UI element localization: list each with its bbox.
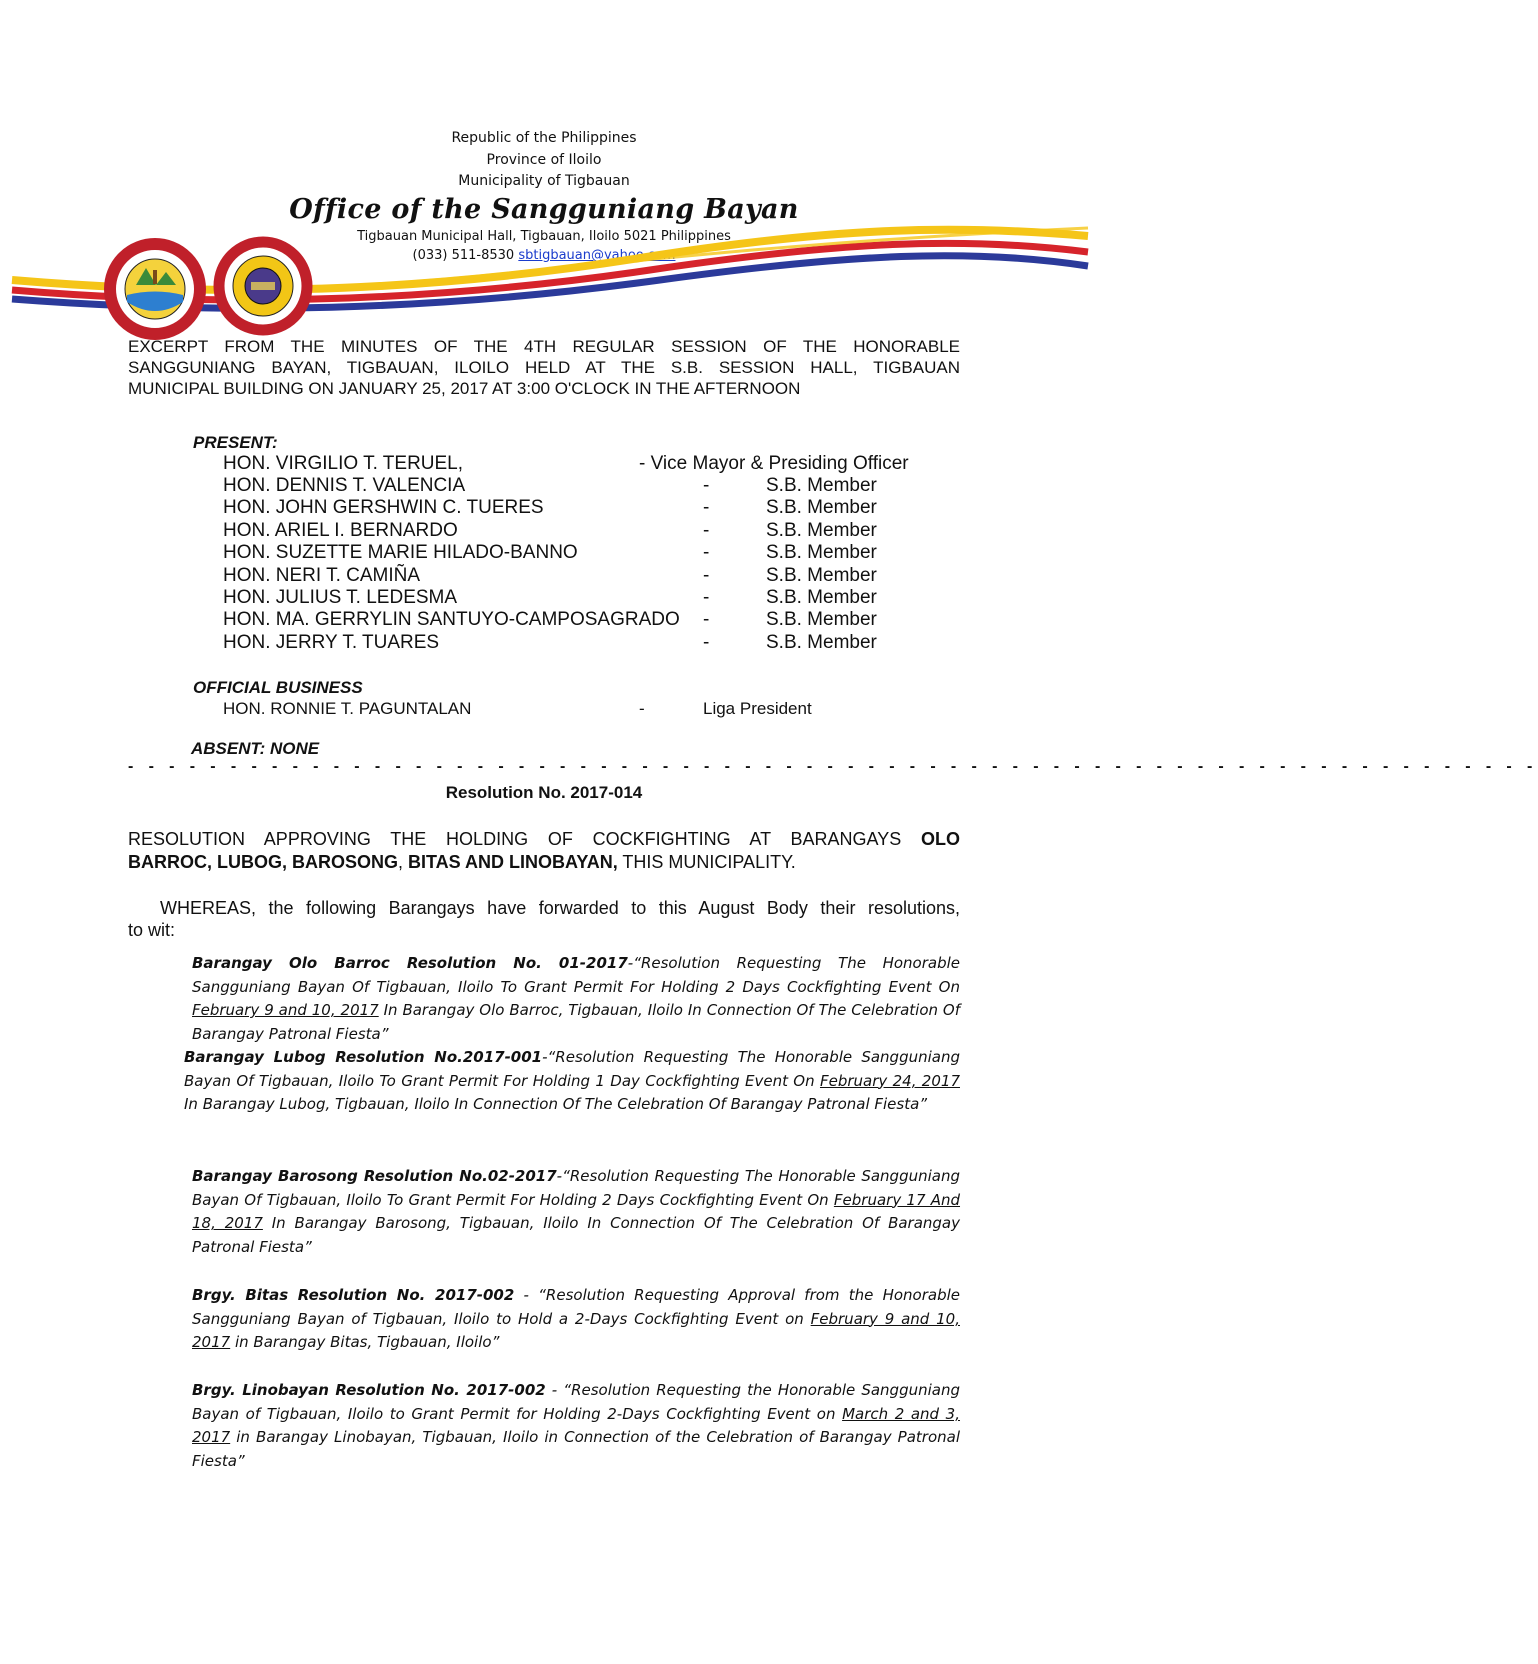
resolution-date: February 24, 2017: [819, 1071, 960, 1090]
official-business-label: OFFICIAL BUSINESS: [193, 678, 363, 697]
member-dash: -: [703, 587, 710, 608]
official-business-name: HON. RONNIE T. PAGUNTALAN: [223, 699, 472, 718]
resolution-title-line-1: RESOLUTION APPROVING THE HOLDING OF COCKFIGHTING AT BARANGAYS OLO: [128, 829, 960, 849]
resolution-item: Barangay Olo Barroc Resolution No. 01-2017-“Resolution Requesting The Honorable Sangguniang Bayan Of Tigbauan, Iloilo To Grant Permit For Holding 2 Days Cockfighting Event On February 9 and 10, 2017 In Barangay Olo Barroc, Tigbauan, Iloilo In Connection Of The Celebration Of Barangay Patronal Fiesta”: [192, 954, 960, 1043]
member-dash: -: [703, 632, 710, 653]
header-email-link[interactable]: sbtigbauan@yahoo.com: [518, 248, 676, 263]
member-position: S.B. Member: [766, 609, 877, 630]
member-name: HON. NERI T. CAMIÑA: [223, 565, 421, 586]
municipality-seal: [106, 240, 204, 338]
member-position: S.B. Member: [766, 587, 877, 608]
member-position: S.B. Member: [766, 542, 877, 563]
official-business-position: Liga President: [703, 699, 812, 718]
resolution-ref: Brgy. Linobayan Resolution No. 2017-002: [192, 1381, 546, 1399]
member-position: - Vice Mayor & Presiding Officer: [639, 453, 909, 474]
member-name: HON. JULIUS T. LEDESMA: [223, 587, 458, 608]
member-dash: -: [703, 542, 710, 563]
header-republic: Republic of the Philippines: [451, 130, 637, 146]
resolution-item: Barangay Barosong Resolution No.02-2017-“Resolution Requesting The Honorable Sangguniang Bayan Of Tigbauan, Iloilo To Grant Permit For Holding 2 Days Cockfighting Event On February 17 And 18, 2017 In Barangay Barosong, Tigbauan, Iloilo In Connection Of The Celebration Of Barangay Patronal Fiesta”: [192, 1167, 961, 1256]
member-dash: -: [703, 609, 710, 630]
member-name: HON. VIRGILIO T. TERUEL,: [223, 453, 464, 474]
resolution-date: February 17 And 18, 2017: [192, 1190, 961, 1232]
excerpt-line-2: SANGGUNIANG BAYAN, TIGBAUAN, ILOILO HELD AT THE S.B. SESSION HALL, TIGBAUAN: [128, 358, 960, 377]
member-dash: -: [703, 565, 710, 586]
member-name: HON. ARIEL I. BERNARDO: [223, 520, 458, 541]
excerpt-line-1: EXCERPT FROM THE MINUTES OF THE 4TH REGULAR SESSION OF THE HONORABLE: [128, 337, 960, 356]
resolution-ref: Brgy. Bitas Resolution No. 2017-002: [192, 1286, 515, 1304]
resolution-item: Brgy. Bitas Resolution No. 2017-002 - “Resolution Requesting Approval from the Honorable Sangguniang Bayan of Tigbauan, Iloilo to Hold a 2-Days Cockfighting Event on February 9 and 10, 2017 in Barangay Bitas, Tigbauan, Iloilo”: [192, 1286, 960, 1351]
member-position: S.B. Member: [766, 497, 877, 518]
resolution-ref: Barangay Olo Barroc Resolution No. 01-2017: [192, 954, 628, 972]
whereas-line-1: WHEREAS, the following Barangays have forwarded to this August Body their resolutions,: [160, 898, 960, 918]
member-position: S.B. Member: [766, 475, 877, 496]
member-name: HON. DENNIS T. VALENCIA: [223, 475, 466, 496]
resolution-ref: Barangay Lubog Resolution No.2017-001: [184, 1048, 543, 1066]
separator-line: - - - - - - - - - - - - - - - - - - - - - - - - - - - - - - - - - - - - - - - - - - - - - - - - - - - - - - - - - - - - - - - - - - - - -: [128, 758, 1538, 775]
resolution-item: Brgy. Linobayan Resolution No. 2017-002 - “Resolution Requesting the Honorable Sangguniang Bayan of Tigbauan, Iloilo to Grant Permit for Holding 2-Days Cockfighting Event on March 2 and 3, 2017 in Barangay Linobayan, Tigbauan, Iloilo in Connection of the Celebration of Barangay Patronal Fiesta”: [192, 1381, 961, 1470]
resolution-ref: Barangay Barosong Resolution No.02-2017: [192, 1167, 557, 1185]
excerpt-line-3: MUNICIPAL BUILDING ON JANUARY 25, 2017 AT 3:00 O'CLOCK IN THE AFTERNOON: [128, 379, 801, 398]
member-dash: -: [703, 520, 710, 541]
resolution-title-line-2: BARROC, LUBOG, BAROSONG, BITAS AND LINOBAYAN, THIS MUNICIPALITY.: [128, 852, 796, 872]
header-municipality: Municipality of Tigbauan: [458, 173, 630, 189]
member-name: HON. MA. GERRYLIN SANTUYO-CAMPOSAGRADO: [223, 609, 680, 630]
member-position: S.B. Member: [766, 632, 877, 653]
excerpt-paragraph: [128, 336, 960, 399]
absent-label: ABSENT: NONE: [191, 739, 320, 758]
resolution-item: Barangay Lubog Resolution No.2017-001-“Resolution Requesting The Honorable Sangguniang Bayan Of Tigbauan, Iloilo To Grant Permit For Holding 1 Day Cockfighting Event On February 24, 2017 In Barangay Lubog, Tigbauan, Iloilo In Connection Of The Celebration Of Barangay Patronal Fiesta”: [184, 1048, 960, 1113]
header-phone: (033) 511-8530: [412, 248, 515, 263]
member-name: HON. JOHN GERSHWIN C. TUERES: [223, 497, 544, 518]
member-dash: -: [703, 475, 710, 496]
header-address: Tigbauan Municipal Hall, Tigbauan, Iloilo 5021 Philippines: [357, 229, 731, 244]
office-title: Office of the Sangguniang Bayan: [289, 194, 799, 225]
sangguniang-bayan-seal: [215, 238, 311, 334]
whereas-line-2: to wit:: [128, 920, 176, 940]
member-dash: -: [703, 497, 710, 518]
member-position: S.B. Member: [766, 565, 877, 586]
resolution-date: February 9 and 10, 2017: [192, 1001, 379, 1019]
present-label: PRESENT:: [193, 433, 278, 452]
resolution-title: [128, 828, 960, 874]
member-name: HON. SUZETTE MARIE HILADO-BANNO: [223, 542, 578, 563]
resolution-number: Resolution No. 2017-014: [445, 783, 643, 802]
resolution-date: February 9 and 10, 2017: [192, 1309, 960, 1351]
member-name: HON. JERRY T. TUARES: [223, 632, 440, 653]
header-province: Province of Iloilo: [486, 152, 602, 168]
official-business-dash: -: [639, 699, 645, 718]
resolution-date: March 2 and 3, 2017: [192, 1404, 960, 1446]
member-position: S.B. Member: [766, 520, 877, 541]
